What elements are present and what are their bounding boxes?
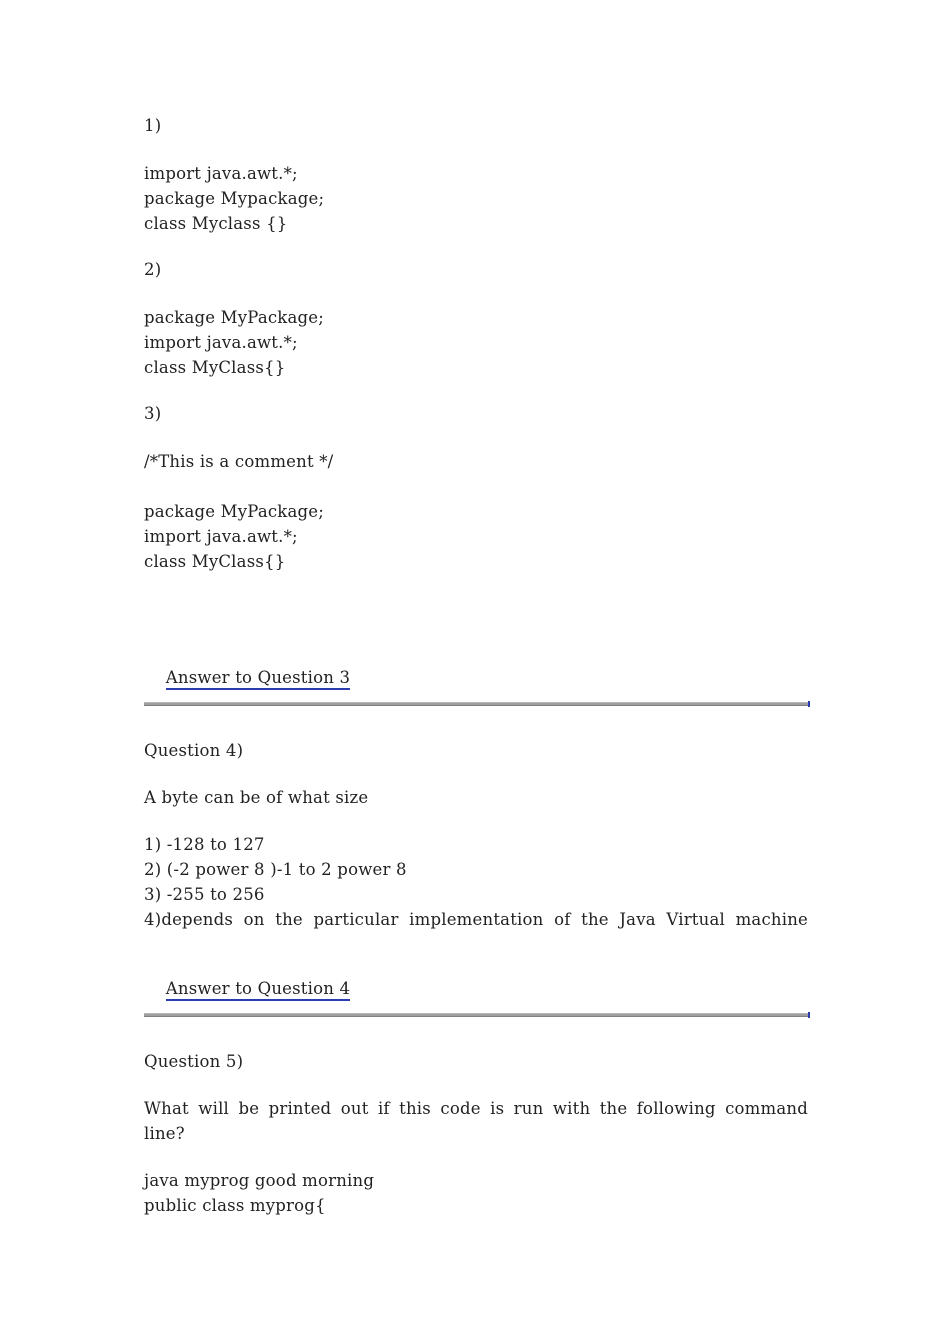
option-3-code-line-1: package MyPackage; (144, 502, 325, 521)
option-2-code-line-3: class MyClass{} (144, 358, 286, 377)
answer-to-question-4-link[interactable]: Answer to Question 4 (166, 979, 350, 1001)
option-1-code-line-1: import java.awt.*; (144, 164, 298, 183)
option-3-comment: /*This is a comment */ (144, 452, 334, 471)
option-2-label: 2) (144, 260, 162, 279)
option-1-code-line-3: class Myclass {} (144, 214, 288, 233)
question-4-title: Question 4) (144, 741, 244, 760)
question-4-option-2: 2) (-2 power 8 )-1 to 2 power 8 (144, 860, 407, 879)
option-3-label: 3) (144, 404, 162, 423)
option-1-label: 1) (144, 116, 162, 135)
option-1-code-line-2: package Mypackage; (144, 189, 325, 208)
option-3-code-line-3: class MyClass{} (144, 552, 286, 571)
horizontal-rule (144, 1013, 809, 1017)
question-5-title: Question 5) (144, 1052, 244, 1071)
option-2-code-line-2: import java.awt.*; (144, 333, 298, 352)
option-3-code-line-2: import java.awt.*; (144, 527, 298, 546)
question-5-prompt-line-1: What will be printed out if this code is run with the following command (144, 1099, 808, 1118)
question-5-code-line-2: public class myprog{ (144, 1196, 326, 1215)
option-2-code-line-1: package MyPackage; (144, 308, 325, 327)
horizontal-rule (144, 702, 809, 706)
question-5-code-line-1: java myprog good morning (144, 1171, 375, 1190)
answer-to-question-3-link[interactable]: Answer to Question 3 (166, 668, 350, 690)
question-4-option-3: 3) -255 to 256 (144, 885, 265, 904)
question-4-option-4: 4)depends on the particular implementation of the Java Virtual machine (144, 910, 808, 929)
question-5-prompt-line-2: line? (144, 1124, 185, 1143)
question-4-prompt: A byte can be of what size (144, 788, 369, 807)
question-4-option-1: 1) -128 to 127 (144, 835, 265, 854)
